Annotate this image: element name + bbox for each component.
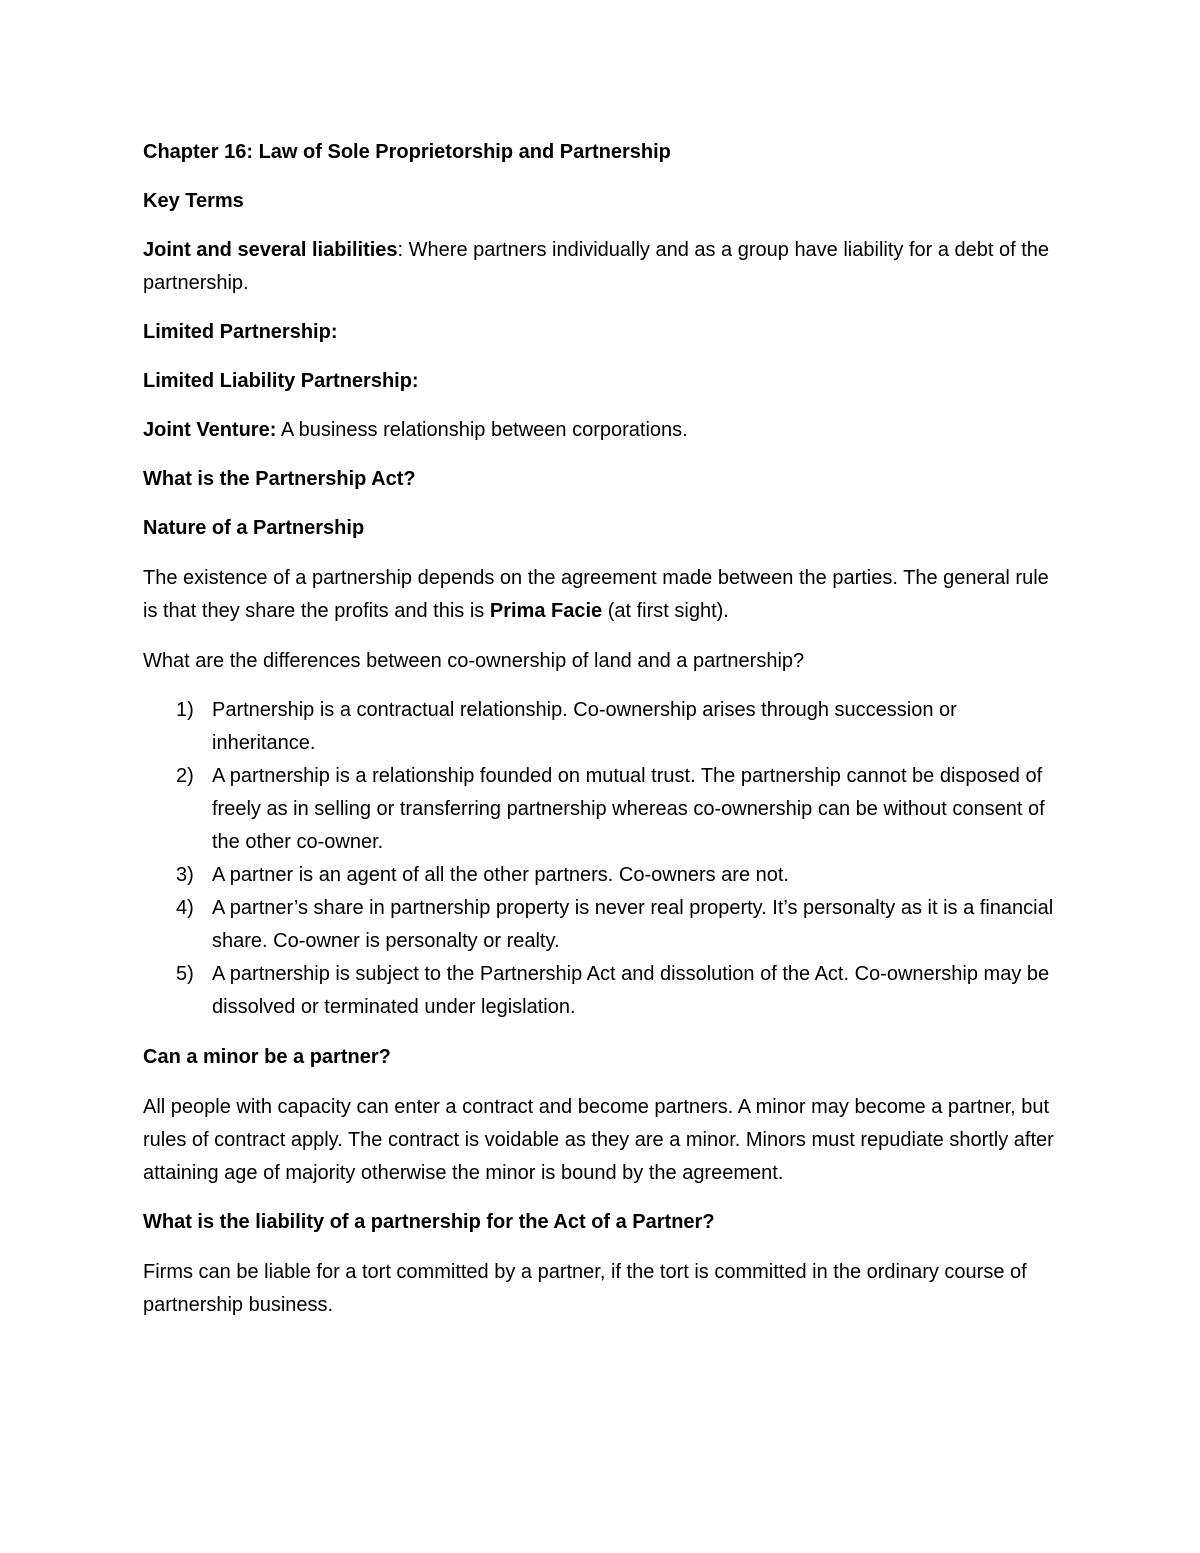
- nature-heading: Nature of a Partnership: [143, 517, 365, 539]
- term-definition: A business relationship between corporations.: [276, 419, 688, 441]
- term-label: Joint Venture:: [143, 419, 277, 441]
- term-joint-venture: [143, 414, 1058, 447]
- differences-list: [143, 694, 1058, 1024]
- term-label: Joint and several liabilities: [143, 239, 398, 261]
- liability-paragraph: Firms can be liable for a tort committed by a partner, if the tort is committed in the ordinary course of partnership business.: [143, 1261, 1027, 1316]
- list-item: [143, 892, 1058, 958]
- list-item: [143, 694, 1058, 760]
- term-definition: Where partners individually and as a group have liability for a debt of the partnership.: [143, 239, 1050, 294]
- list-item-number: 4): [176, 897, 194, 919]
- list-item-text: A partnership is subject to the Partnership Act and dissolution of the Act. Co-ownership may be dissolved or terminated under legislation.: [212, 963, 1050, 1018]
- key-terms-heading: Key Terms: [143, 190, 244, 212]
- list-item-text: A partner is an agent of all the other partners. Co-owners are not.: [212, 864, 789, 886]
- list-item-number: 5): [176, 963, 194, 985]
- term-joint-several-liabilities: [143, 234, 1058, 300]
- document-page: [143, 136, 1058, 1322]
- liability-heading: What is the liability of a partnership for the Act of a Partner?: [143, 1211, 715, 1233]
- minor-heading: Can a minor be a partner?: [143, 1046, 391, 1068]
- partnership-act-heading: What is the Partnership Act?: [143, 468, 416, 490]
- list-item: [143, 760, 1058, 859]
- minor-paragraph: All people with capacity can enter a contract and become partners. A minor may become a partner, but rules of contract apply. The contract is voidable as they are a minor. Minors must repudiate shortly after attaining age of majority otherwise the minor is bound by the agreement.: [143, 1096, 1054, 1184]
- term-limited-partnership: Limited Partnership:: [143, 321, 338, 343]
- document-title: Chapter 16: Law of Sole Proprietorship and Partnership: [143, 141, 671, 163]
- list-item: [143, 859, 1058, 892]
- nature-text-before: The existence of a partnership depends on the agreement made between the parties. The general rule is that they share the profits and this is: [143, 567, 1049, 622]
- list-item-text: A partnership is a relationship founded on mutual trust. The partnership cannot be disposed of freely as in selling or transferring partnership whereas co-ownership can be without consent of the other co-owner.: [212, 765, 1045, 853]
- nature-text-after: (at first sight).: [602, 600, 729, 622]
- list-item-text: Partnership is a contractual relationship. Co-ownership arises through succession or inheritance.: [212, 699, 957, 754]
- list-item-number: 1): [176, 699, 194, 721]
- term-limited-liability-partnership: Limited Liability Partnership:: [143, 370, 419, 392]
- differences-question: What are the differences between co-ownership of land and a partnership?: [143, 650, 805, 672]
- list-item: [143, 958, 1058, 1024]
- prima-facie-term: Prima Facie: [489, 600, 603, 622]
- nature-paragraph: [143, 562, 1058, 628]
- list-item-text: A partner’s share in partnership property is never real property. It’s personalty as it is a financial share. Co-owner is personalty or realty.: [212, 897, 1054, 952]
- list-item-number: 2): [176, 765, 194, 787]
- list-item-number: 3): [176, 864, 194, 886]
- term-separator: :: [397, 239, 404, 261]
